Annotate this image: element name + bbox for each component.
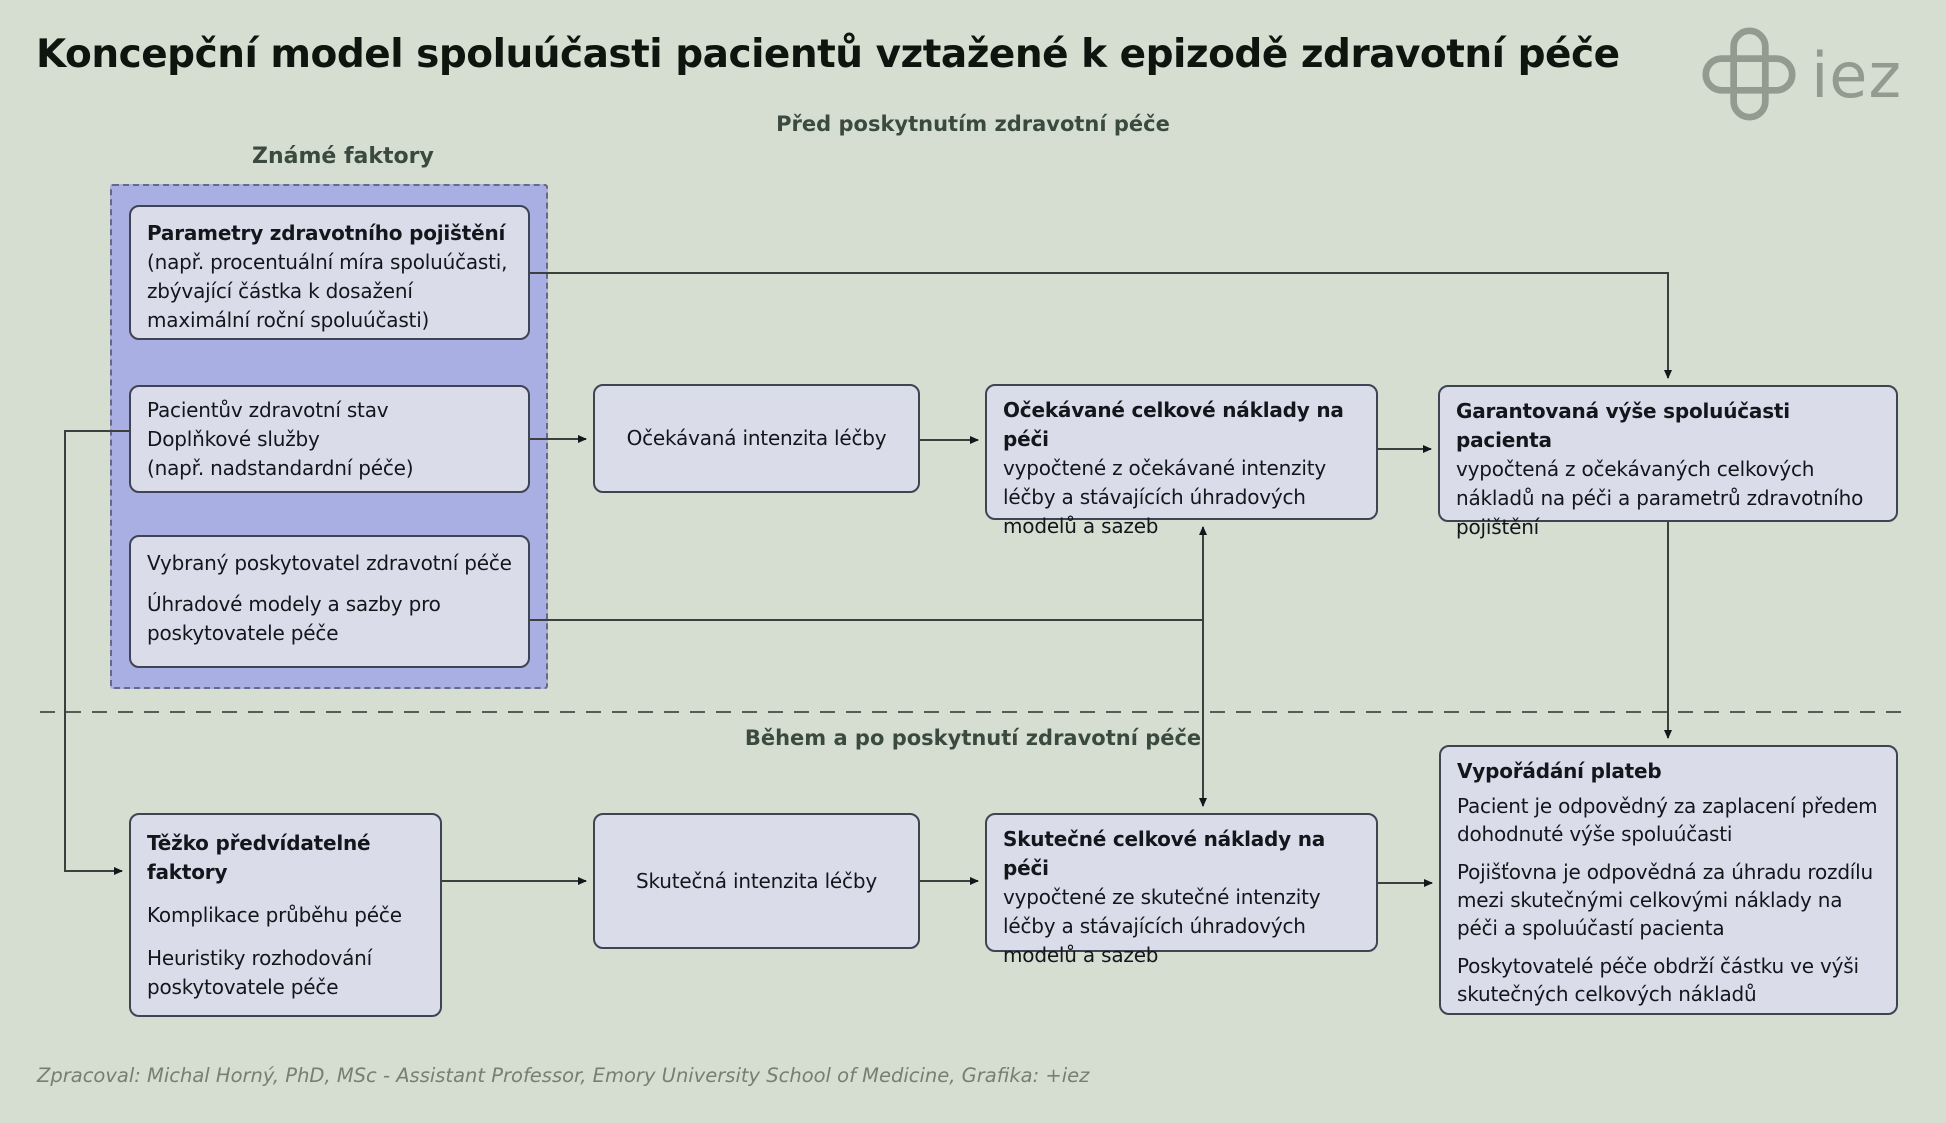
footer-credit: Zpracoval: Michal Horný, PhD, MSc - Assistant Professor, Emory University School of Medicine, Grafika: +iez: [37, 1064, 1090, 1087]
node-line: Doplňkové služby: [147, 427, 320, 451]
node-line: Vybraný poskytovatel zdravotní péče: [147, 551, 512, 575]
iez-logo: [1701, 26, 1902, 126]
node-body: vypočtená z očekávaných celkových nákladů na péči a parametrů zdravotního pojištění: [1456, 457, 1864, 539]
page-title: Koncepční model spoluúčasti pacientů vztažené k epizodě zdravotní péče: [36, 32, 1620, 77]
node-patient-health: [129, 385, 530, 493]
plus-clover-icon: [1701, 26, 1797, 126]
node-actual-intensity: [593, 813, 920, 949]
node-line: Pacientův zdravotní stav: [147, 398, 389, 422]
section-label-before: Před poskytnutím zdravotní péče: [776, 112, 1170, 136]
node-body: (např. procentuální míra spoluúčasti, zbývající částka k dosažení maximální roční spoluúčasti): [147, 250, 508, 332]
node-expected-costs: [985, 384, 1378, 538]
known-factors-label: Známé faktory: [252, 144, 434, 169]
node-title: Parametry zdravotního pojištění: [147, 221, 506, 245]
node-title: Vypořádání plateb: [1457, 759, 1662, 783]
node-line: Heuristiky rozhodování poskytovatele péče: [147, 946, 372, 999]
node-guaranteed-share: [1438, 385, 1898, 539]
section-label-during: Během a po poskytnutí zdravotní péče: [744, 726, 1202, 750]
node-actual-costs: [985, 813, 1378, 967]
node-line: Komplikace průběhu péče: [147, 903, 402, 927]
node-body: vypočtené ze skutečné intenzity léčby a stávajících úhradových modelů a sazeb: [1003, 885, 1321, 967]
node-provider: [129, 535, 530, 668]
node-title: Skutečné celkové náklady na péči: [1003, 827, 1326, 880]
node-label: Skutečná intenzita léčby: [636, 868, 877, 893]
connector-insurance-to-guaranteed: [530, 273, 1668, 378]
node-paragraph: Pojišťovna je odpovědná za úhradu rozdílu mezi skutečnými celkovými náklady na péči a spoluúčastí pacienta: [1457, 860, 1873, 940]
logo-text: iez: [1811, 39, 1902, 112]
node-line: (např. nadstandardní péče): [147, 456, 414, 480]
node-title: Garantovaná výše spoluúčasti pacienta: [1456, 399, 1790, 452]
node-line: Úhradové modely a sazby pro poskytovatele péče: [147, 592, 441, 645]
node-paragraph: Pacient je odpovědný za zaplacení předem dohodnuté výše spoluúčasti: [1457, 794, 1878, 846]
node-expected-intensity: [593, 384, 920, 493]
node-label: Očekávaná intenzita léčby: [626, 426, 887, 450]
node-paragraph: Poskytovatelé péče obdrží částku ve výši skutečných celkových nákladů: [1457, 954, 1859, 1006]
node-title: Těžko předvídatelné faktory: [147, 831, 371, 884]
node-title: Očekávané celkové náklady na péči: [1003, 398, 1344, 451]
node-insurance-parameters: [129, 205, 530, 340]
node-unpredictable-factors: [129, 813, 442, 1017]
node-body: vypočtené z očekávané intenzity léčby a stávajících úhradových modelů a sazeb: [1003, 456, 1326, 538]
node-settlement: [1439, 745, 1898, 1015]
